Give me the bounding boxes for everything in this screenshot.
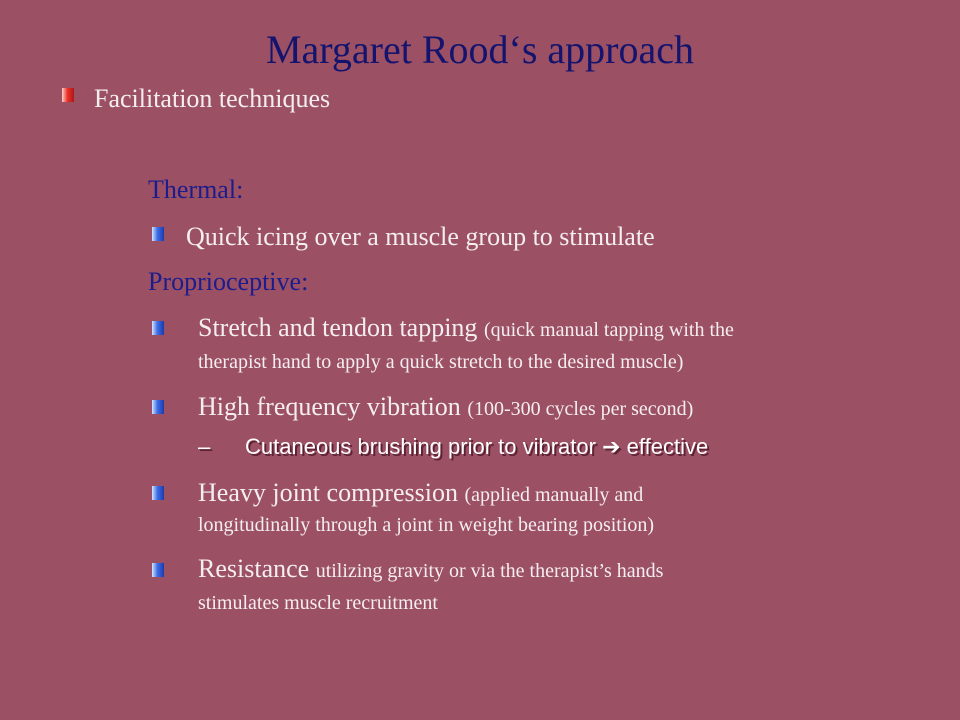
arrow-icon: ➔ — [602, 434, 621, 459]
thermal-item: Quick icing over a muscle group to stimulate — [186, 222, 655, 251]
compression-item — [198, 477, 643, 514]
compression-main: Heavy joint compression — [198, 478, 465, 507]
resistance-detail-line2: stimulates muscle recruitment — [198, 592, 438, 614]
blue-bullet-icon — [152, 321, 164, 335]
stretch-detail: (quick manual tapping with the — [483, 319, 734, 341]
stretch-item — [198, 312, 734, 349]
vibration-item — [198, 391, 693, 428]
thermal-heading: Thermal: — [148, 175, 244, 204]
blue-bullet-icon — [152, 227, 164, 241]
resistance-item — [198, 553, 663, 590]
sub-bullet — [245, 432, 708, 462]
sub-dash: – — [198, 434, 211, 459]
blue-bullet-icon — [152, 400, 164, 414]
compression-detail-line2: longitudinally through a joint in weight bearing position) — [198, 514, 655, 536]
red-bullet-icon — [62, 88, 74, 102]
sub-text: Cutaneous brushing prior to vibrator — [245, 434, 596, 459]
facilitation-heading: Facilitation techniques — [94, 84, 331, 113]
resistance-main: Resistance — [198, 554, 316, 583]
proprioceptive-heading: Proprioceptive: — [148, 267, 309, 296]
vibration-main: High frequency vibration — [198, 392, 468, 421]
slide-title: Margaret Rood‘s approach — [265, 27, 694, 72]
stretch-main: Stretch and tendon tapping — [198, 313, 484, 342]
blue-bullet-icon — [152, 486, 164, 500]
compression-detail: (applied manually and — [464, 484, 644, 506]
sub-end: effective — [626, 434, 709, 459]
blue-bullet-icon — [152, 563, 164, 577]
vibration-detail: (100-300 cycles per second) — [467, 398, 694, 420]
stretch-detail-line2: therapist hand to apply a quick stretch to the desired muscle) — [198, 351, 684, 373]
resistance-detail: utilizing gravity or via the therapist’s hands — [315, 560, 664, 582]
